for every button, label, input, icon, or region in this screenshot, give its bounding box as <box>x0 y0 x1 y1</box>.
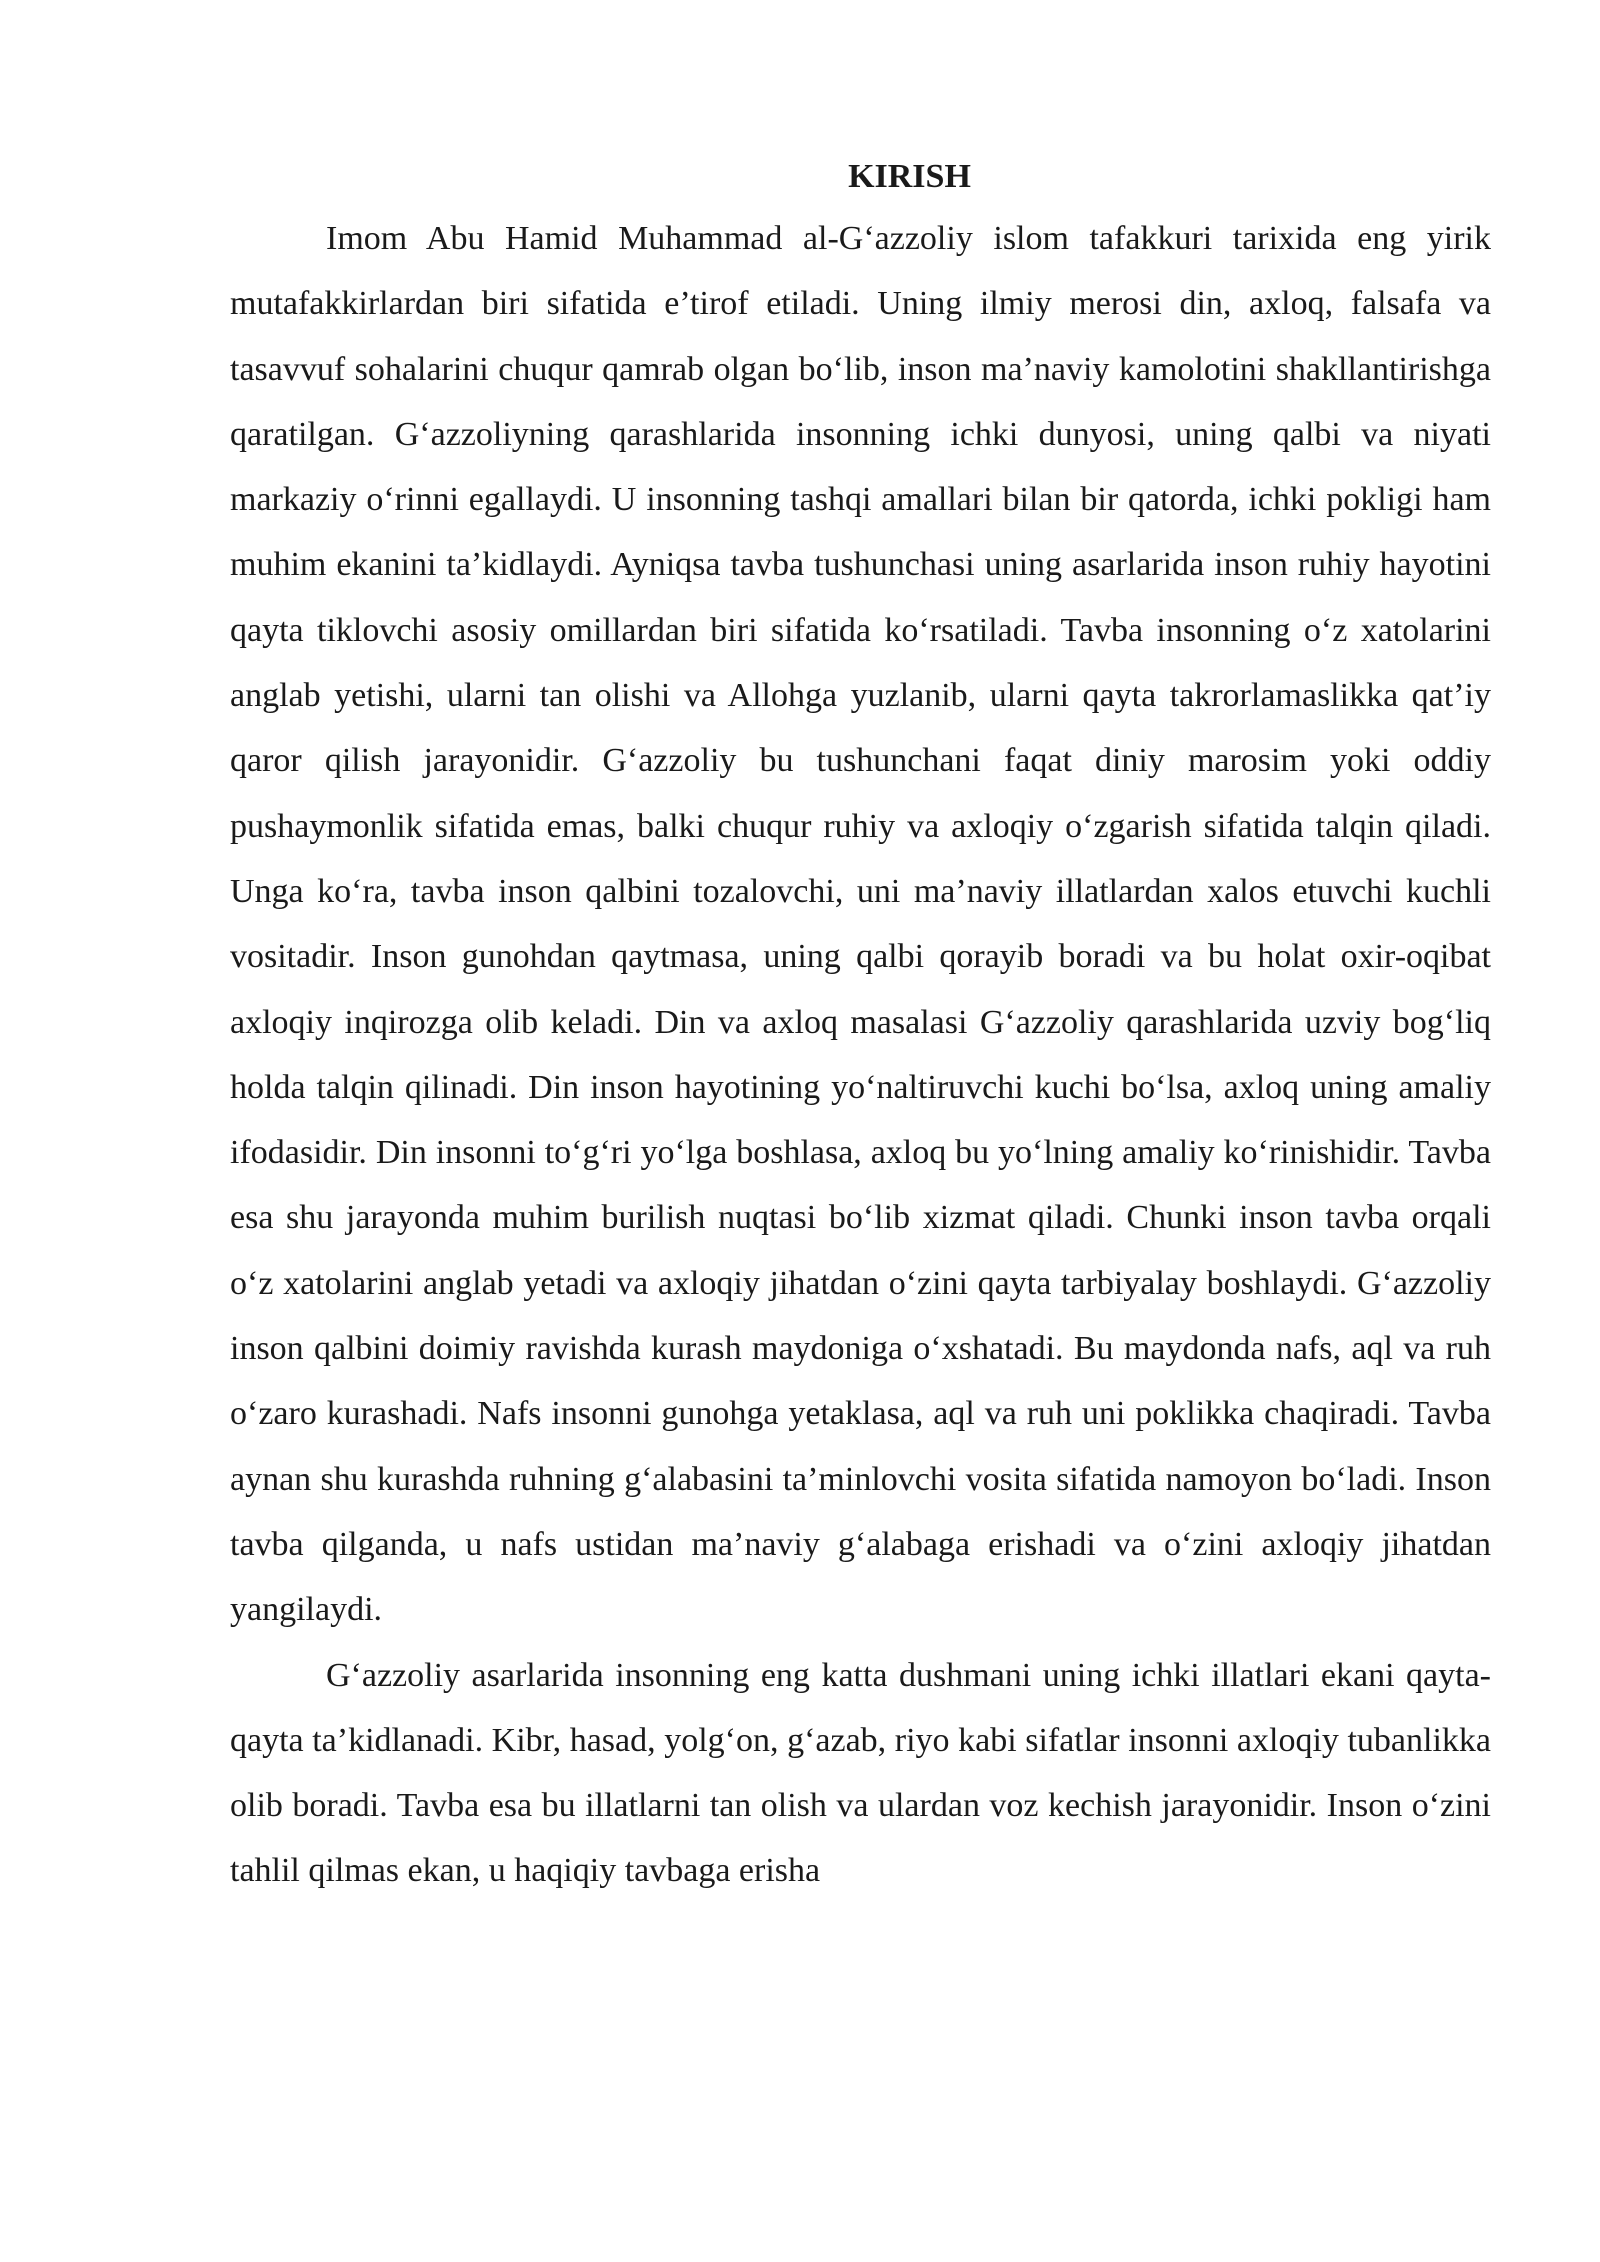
paragraph-1: Imom Abu Hamid Muhammad al-G‘azzoliy islom tafakkuri tarixida eng yirik mutafakkirlardan biri sifatida e’tirof etiladi. Uning ilmiy merosi din, axloq, falsafa va tasavvuf sohalarini chuqur qamrab olgan bo‘lib, inson ma’naviy kamolotini shakllantirishga qaratilgan. G‘azzoliyning qarashlarida insonning ichki dunyosi, uning qalbi va niyati markaziy o‘rinni egallaydi. U insonning tashqi amallari bilan bir qatorda, ichki pokligi ham muhim ekanini ta’kidlaydi. Ayniqsa tavba tushunchasi uning asarlarida inson ruhiy hayotini qayta tiklovchi asosiy omillardan biri sifatida ko‘rsatiladi. Tavba insonning o‘z xatolarini anglab yetishi, ularni tan olishi va Allohga yuzlanib, ularni qayta takrorlamaslikka qat’iy qaror qilish jarayonidir. G‘azzoliy bu tushunchani faqat diniy marosim yoki oddiy pushaymonlik sifatida emas, balki chuqur ruhiy va axloqiy o‘zgarish sifatida talqin qiladi. Unga ko‘ra, tavba inson qalbini tozalovchi, uni ma’naviy illatlardan xalos etuvchi kuchli vositadir. Inson gunohdan qaytmasa, uning qalbi qorayib boradi va bu holat oxir-oqibat axloqiy inqirozga olib keladi. Din va axloq masalasi G‘azzoliy qarashlarida uzviy bog‘liq holda talqin qilinadi. Din inson hayotining yo‘naltiruvchi kuchi bo‘lsa, axloq uning amaliy ifodasidir. Din insonni to‘g‘ri yo‘lga boshlasa, axloq bu yo‘lning amaliy ko‘rinishidir. Tavba esa shu jarayonda muhim burilish nuqtasi bo‘lib xizmat qiladi. Chunki inson tavba orqali o‘z xatolarini anglab yetadi va axloqiy jihatdan o‘zini qayta tarbiyalay boshlaydi. G‘azzoliy inson qalbini doimiy ravishda kurash maydoniga o‘xshatadi. Bu maydonda nafs, aql va ruh o‘zaro kurashadi. Nafs insonni gunohga yetaklasa, aql va ruh uni poklikka chaqiradi. Tavba aynan shu kurashda ruhning g‘alabasini ta’minlovchi vosita sifatida namoyon bo‘ladi. Inson tavba qilganda, u nafs ustidan ma’naviy g‘alabaga erishadi va o‘zini axloqiy jihatdan yangilaydi. <box>230 220 1491 1629</box>
document-body <box>230 148 1491 1904</box>
paragraph-2: G‘azzoliy asarlarida insonning eng katta dushmani uning ichki illatlari ekani qayta-qayta ta’kidlanadi. Kibr, hasad, yolg‘on, g‘azab, riyo kabi sifatlar insonni axloqiy tubanlikka olib boradi. Tavba esa bu illatlarni tan olish va ulardan voz kechish jarayonidir. Inson o‘zini tahlil qilmas ekan, u haqiqiy tavbaga erisha <box>230 1656 1491 1890</box>
section-title: KIRISH <box>848 158 971 195</box>
